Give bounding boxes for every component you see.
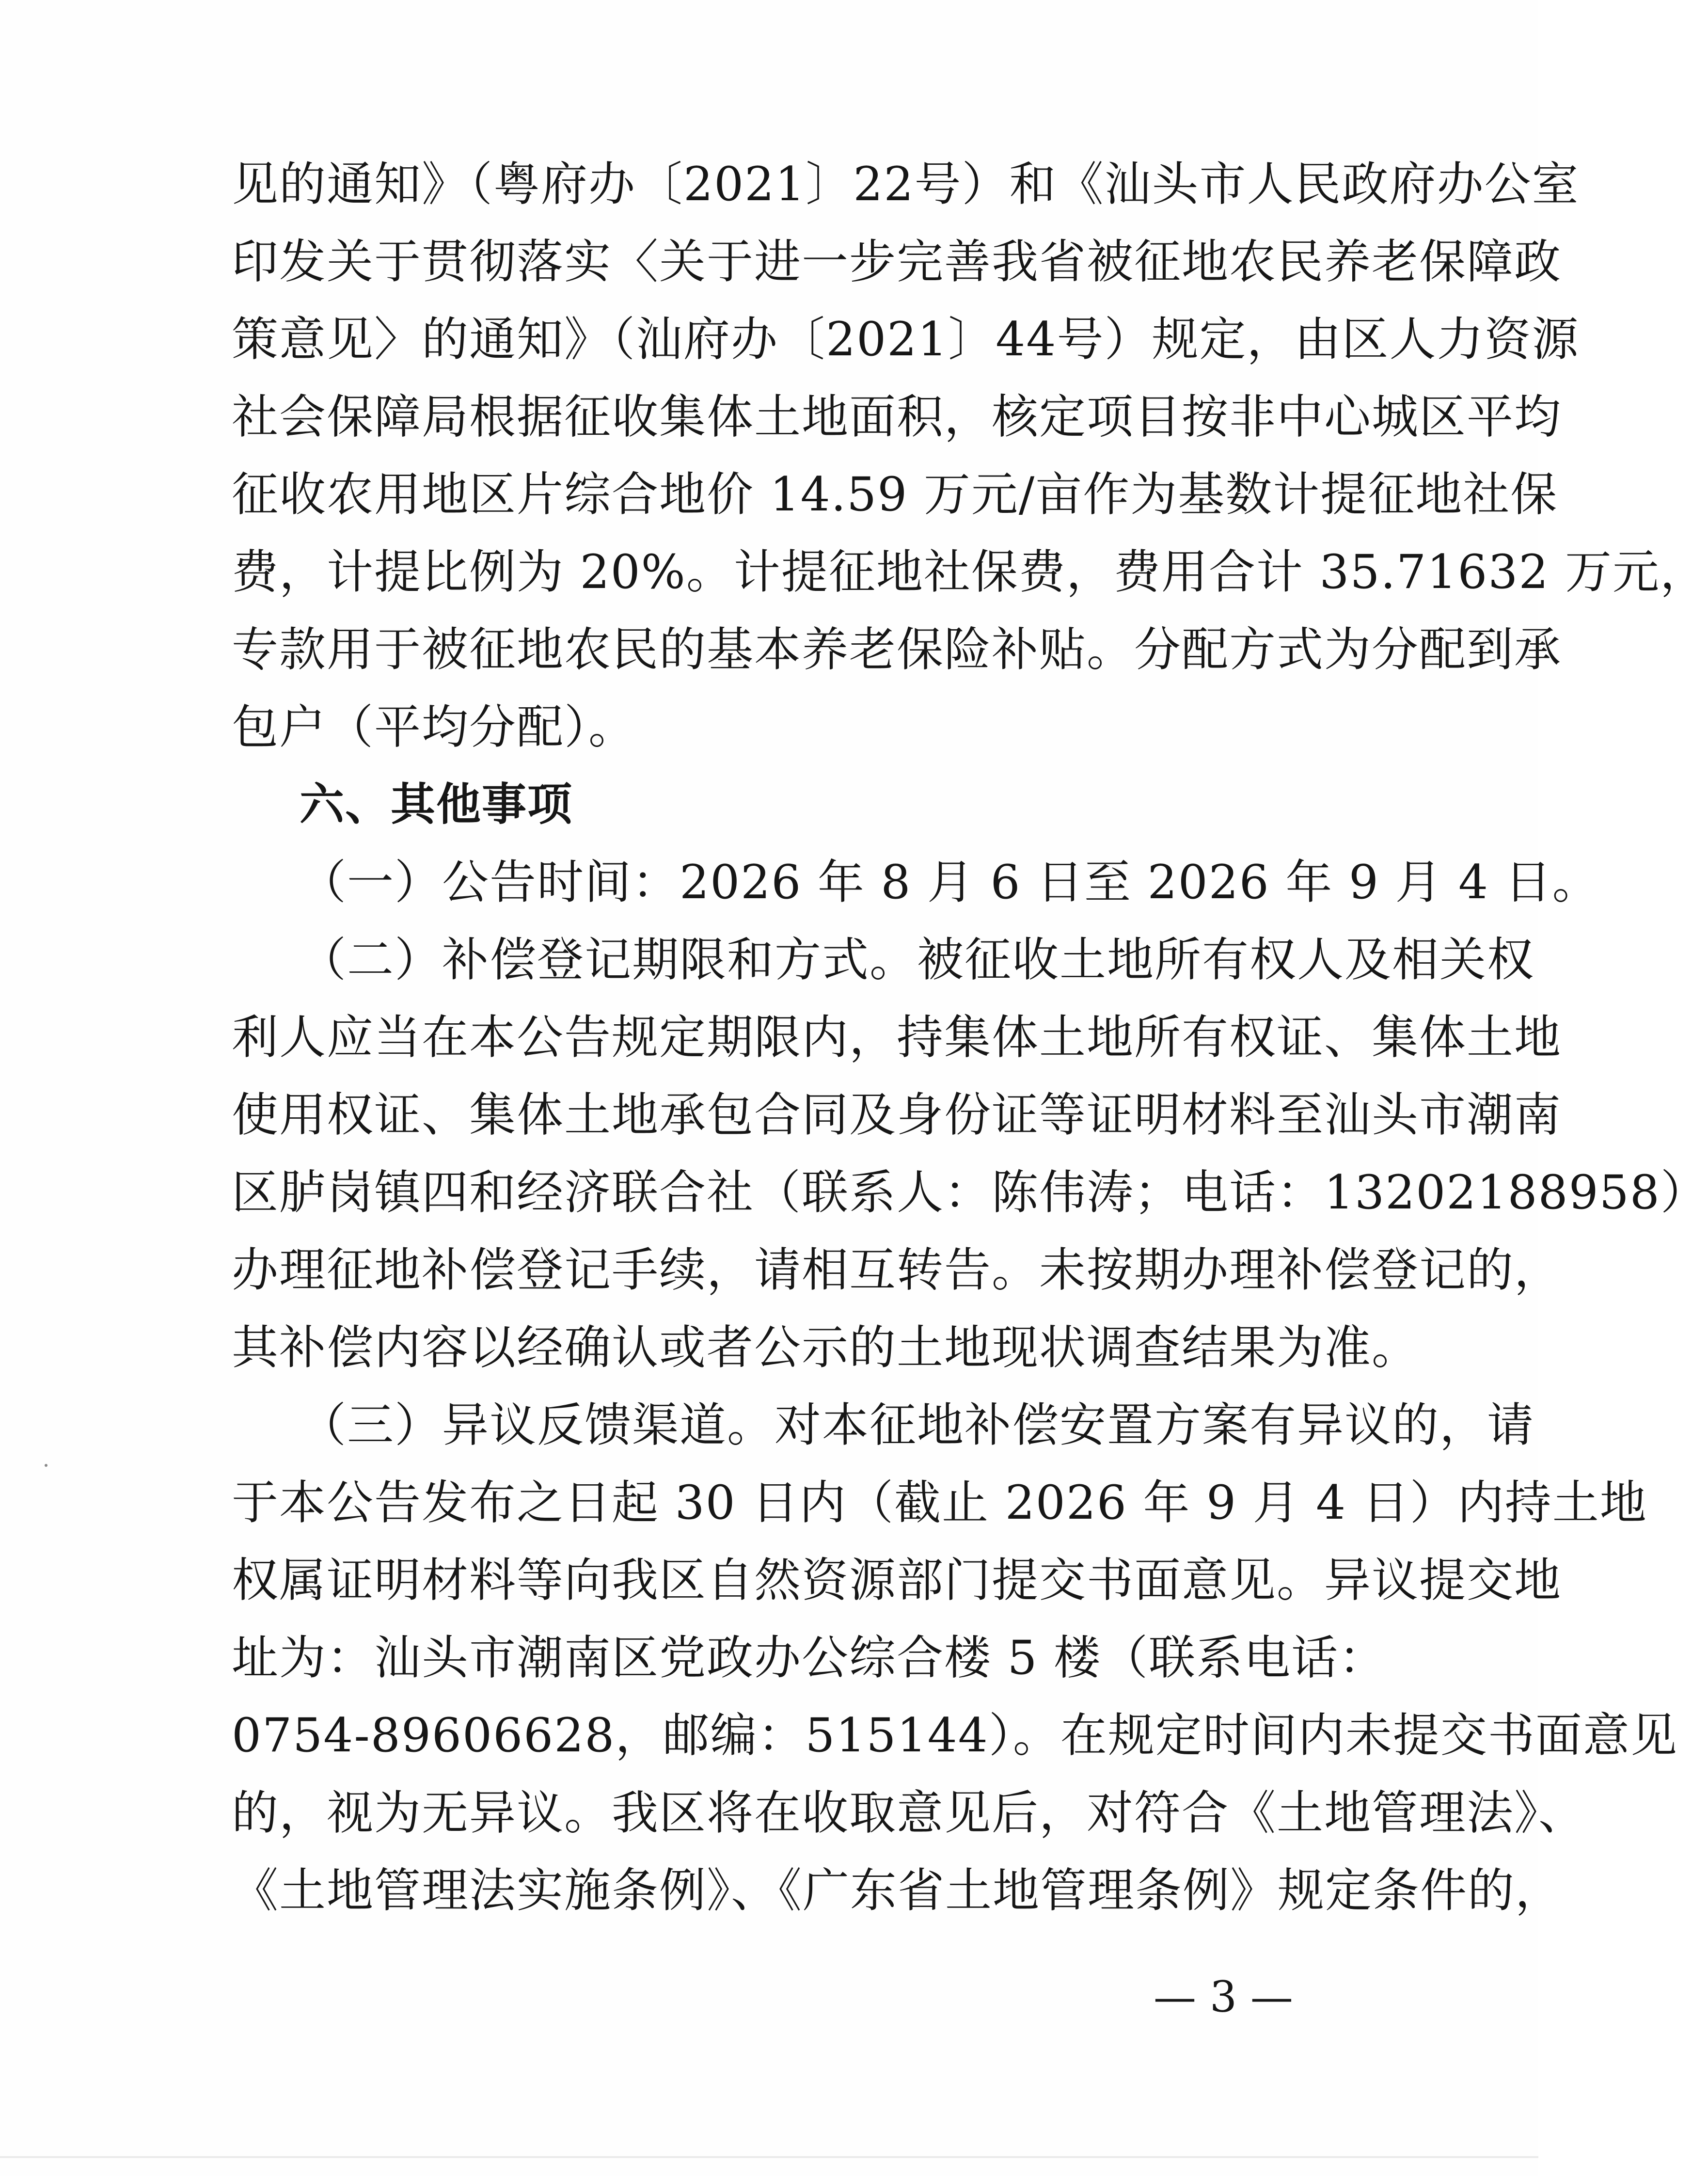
text-line: 办理征地补偿登记手续，请相互转告。未按期办理补偿登记的，	[232, 1243, 1562, 1297]
text-line: 区胪岗镇四和经济联合社（联系人：陈伟涛；电话：13202188958）	[232, 1165, 1708, 1220]
text-line: 址为：汕头市潮南区党政办公综合楼 5 楼（联系电话：	[232, 1631, 1387, 1685]
scan-edge-divider	[0, 2156, 1538, 2158]
text-line: 社会保障局根据征收集体土地面积，核定项目按非中心城区平均	[232, 390, 1562, 444]
text-line: （三）异议反馈渠道。对本征地补偿安置方案有异议的，请	[300, 1398, 1534, 1452]
text-line: 专款用于被征地农民的基本养老保险补贴。分配方式为分配到承	[232, 622, 1562, 677]
text-line: 利人应当在本公告规定期限内，持集体土地所有权证、集体土地	[232, 1010, 1562, 1064]
text-line: 征收农用地区片综合地价 14.59 万元/亩作为基数计提征地社保	[232, 467, 1558, 522]
text-line: 于本公告发布之日起 30 日内（截止 2026 年 9 月 4 日）内持土地	[232, 1476, 1647, 1530]
text-line: 其补偿内容以经确认或者公示的土地现状调查结果为准。	[232, 1320, 1419, 1375]
text-line: 印发关于贯彻落实〈关于进一步完善我省被征地农民养老保障政	[232, 235, 1562, 289]
text-line: 费，计提比例为 20%。计提征地社保费，费用合计 35.71632 万元，	[232, 545, 1708, 599]
text-line: 0754-89606628，邮编：515144）。在规定时间内未提交书面意见	[232, 1708, 1678, 1763]
text-line: 使用权证、集体土地承包合同及身份证等证明材料至汕头市潮南	[232, 1088, 1562, 1142]
text-line: 的，视为无异议。我区将在收取意见后，对符合《土地管理法》、	[232, 1786, 1586, 1840]
text-line: （一）公告时间：2026 年 8 月 6 日至 2026 年 9 月 4 日。	[300, 855, 1600, 909]
section-heading: 六、其他事项	[300, 778, 573, 830]
text-line: 策意见〉的通知》（汕府办〔2021〕44号）规定，由区人力资源	[232, 312, 1580, 366]
page-number: — 3 —	[1154, 1972, 1293, 2022]
text-line: 权属证明材料等向我区自然资源部门提交书面意见。异议提交地	[232, 1553, 1562, 1607]
text-line: 包户（平均分配）。	[232, 700, 636, 754]
text-line: 见的通知》（粤府办〔2021〕22号）和《汕头市人民政府办公室	[232, 157, 1580, 211]
scan-speck	[45, 1464, 47, 1467]
text-line: （二）补偿登记期限和方式。被征收土地所有权人及相关权	[300, 933, 1534, 987]
text-line: 《土地管理法实施条例》、《广东省土地管理条例》规定条件的，	[232, 1863, 1563, 1918]
